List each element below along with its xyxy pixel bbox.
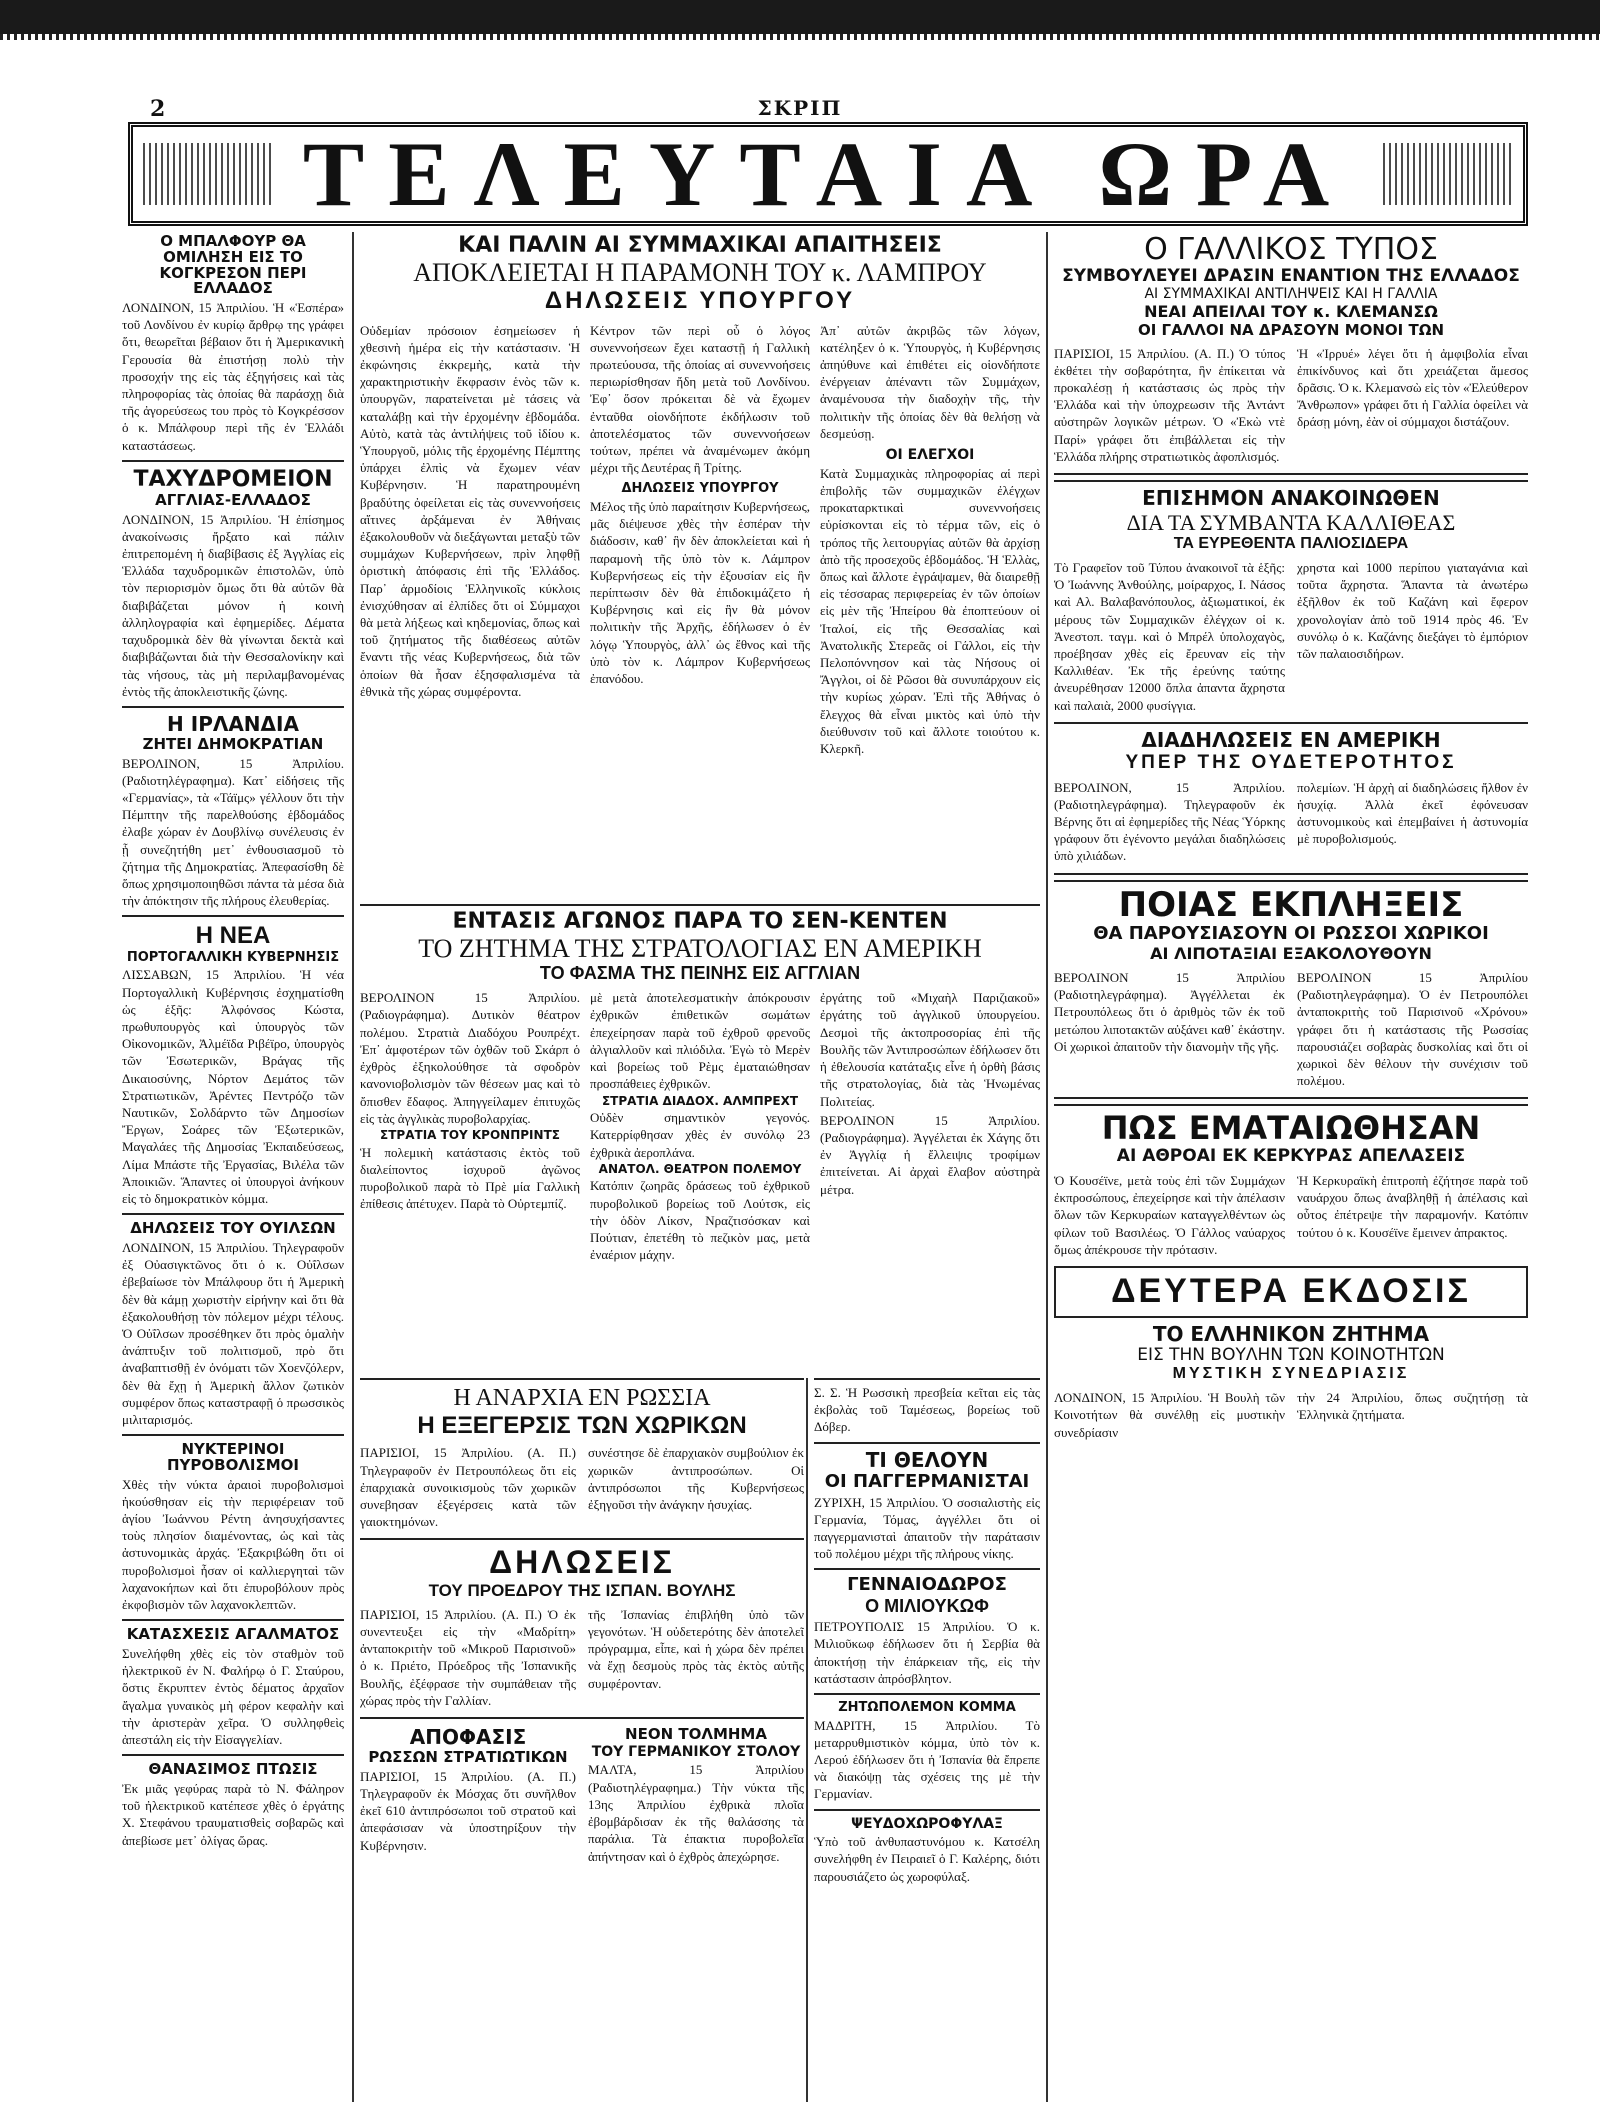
article-russian-soldiers: ΠΑΡΙΣΙΟΙ, 15 Ἀπριλίου. (Α. Π.) Τηλεγραφοῦν ἐκ Μόσχας ὅτι συνῆλθον ἐκεῖ 610 ἀντιπρόσωποι τοῦ στρατοῦ καὶ ἀπεφάσισαν νὰ ὑποστηρίξουν τὴν Κυβέρνησιν. xyxy=(360,1768,576,1853)
headline-official-notice: ΕΠΙΣΗΜΟΝ ΑΝΑΚΟΙΝΩΘΕΝ xyxy=(1142,486,1440,510)
article-crown-prince: Ἡ πολεμικὴ κατάστασις ἐκτὸς τοῦ διαλείποντος ἰσχυροῦ ἀγῶνος πυροβολικοῦ παρὰ τὸ Πρὲ μία Γαλλικὴ ἐπίθεσις ἀπέτυχεν. Παρὰ τὸ Οὐρτεμπίζ. xyxy=(360,1144,580,1212)
divider xyxy=(122,460,344,462)
subhead-french-alone: ΟΙ ΓΑΛΛΟΙ ΝΑ ΔΡΑΣΟΥΝ ΜΟΝΟΙ ΤΩΝ xyxy=(1137,320,1445,339)
article-demonstrations-1: ΒΕΡΟΛΙΝΟΝ, 15 Ἀπριλίου. (Ραδιοτηλεγράφημα). Τηλεγραφοῦν ἐκ Βέρνης ὅτι αἱ ἐφημερίδες τῆς Νέας Ὑόρκης γράφουν ὅτι ἐγένοντο μεγάλαι διαδηλώσεις ὑπὸ χιλιάδων. xyxy=(1054,779,1285,864)
article-surprises-2: ΒΕΡΟΛΙΝΟΝ 15 Ἀπριλίου (Ραδιοτηλεγράφημα). Ὁ ἐν Πετρουπόλει ἀνταποκριτὴς τοῦ Παρισινοῦ «Χρόνου» γράφει ὅτι ἡ κατάστασις τῆς Ρωσσίας παρουσιάζει σοβαρὰς δυσκολίας καὶ ὅτι οἱ χωρικοὶ δὲν θέλουν τὴν συνέχισιν τοῦ πολέμου. xyxy=(1297,970,1528,1089)
article-pangermanists: ΖΥΡΙΧΗ, 15 Ἀπριλίου. Ὁ σοσιαλιστὴς εἰς Γερμανία, Τόμας, ἀγγέλλει ὅτι οἱ παγγερμανισταὶ ἀπαιτοῦν τὴν παράτασιν τοῦ πολέμου μέχρι τῆς πλήρους νίκης. xyxy=(814,1494,1040,1562)
divider xyxy=(122,1434,344,1436)
subhead-secret-session: ΜΥΣΤΙΚΗ ΣΥΝΕΔΡΙΑΣΙΣ xyxy=(1172,1365,1410,1383)
column-rule xyxy=(806,1378,808,2102)
subhead-kallithea: ΔΙΑ ΤΑ ΣΥΜΒΑΝΤΑ ΚΑΛΛΙΘΕΑΣ xyxy=(1126,510,1456,535)
center-low-right xyxy=(814,1378,1040,2104)
divider xyxy=(122,1754,344,1756)
article-spain-1: ΠΑΡΙΣΙΟΙ, 15 Ἀπριλίου. (Α. Π.) Ὁ ἐκ συνεντευξει εἰς τὴν «Μαδρίτη» ἀνταποκριτὴν τοῦ «Μικροῦ Παρισινοῦ» ὁ κ. Πριέτο, Πρόεδρος τῆς Ἰσπανικῆς Βουλῆς, ἐξέφρασε τὴν συμπάθειαν τῆς χώρας πρὸς τὴν Γαλλίαν. xyxy=(360,1606,576,1708)
article-albrecht: Οὐδὲν σημαντικὸν γεγονός. Κατερρίφθησαν χθὲς ἐν συνόλῳ 23 ἐχθρικὰ ἀεροπλάνα. xyxy=(590,1110,810,1160)
headline-generous: ΓΕΝΝΑΙΟΔΩΡΟΣ xyxy=(847,1574,1007,1596)
subhead-hunger: ΤΟ ΦΑΣΜΑ ΤΗΣ ΠΕΙΝΗΣ ΕΙΣ ΑΓΓΛΙΑΝ xyxy=(539,963,861,984)
masthead-ornament-right xyxy=(1383,143,1513,205)
masthead-ornament-left xyxy=(143,143,273,205)
article-lambros-col2: Κέντρον τῶν περὶ οὗ ὁ λόγος συνεννοήσεων ἔχει καταστῇ ἡ Γαλλικὴ πρωτεύουσα, τῆς ὁποίας αἱ συνεννοήσεις περιωρίσθησαν ἤδη μετὰ τοῦ Λονδίνου. Ἐφ᾽ ὅσον πρόκειται δὲ νὰ ἔχωμεν ἐνταῦθα οἱονδήποτε ἐκδήλωσιν τοῦ ἀποτελέσματος τῶν συνεννοήσεων τούτων, πρέπει νὰ ἀναμένωμεν ἀκόμη μέχρι τῆς Δευτέρας ἢ Τρίτης. xyxy=(590,322,810,476)
headline-french-press: Ο ΓΑΛΛΙΚΟΣ ΤΥΠΟΣ xyxy=(1144,232,1438,267)
subhead-scrap-iron: ΤΑ ΕΥΡΕΘΕΝΤΑ ΠΑΛΙΟΣΙΔΕΡΑ xyxy=(1173,535,1409,553)
article-fall: Ἐκ μιᾶς γεφύρας παρὰ τὸ Ν. Φάληρον τοῦ ἠλεκτρικοῦ κατέπεσε χθὲς ὁ ἐργάτης Χ. Στεφάνου τραυματισθεὶς σοβαρῶς καὶ ἀπεβίωσε μετ᾽ ὀλίγας ὥρας. xyxy=(122,1780,344,1848)
article-spain-2: τῆς Ἰσπανίας ἐπιβλήθη ὑπὸ τῶν γεγονότων. Ἡ οὐδετερότης δὲν ἀποτελεῖ πρόγραμμα, εἶπε, καὶ ἡ χώρα δὲν πρέπει νὰ ἔχῃ δεσμοὺς πρὸς τὰς ἐκτὸς αὐτῆς συμφέρονταν. xyxy=(588,1606,804,1691)
article-fake-gendarme: Ὑπὸ τοῦ ἀνθυπαστυνόμου κ. Κατσέλη συνελήφθη ἐν Πειραιεῖ ὁ Γ. Καλέρης, διότι παρουσιάζετο ὡς χωροφύλαξ. xyxy=(814,1834,1040,1884)
headline-fake-gendarme: ΨΕΥΔΟΧΩΡΟΦΥΛΑΞ xyxy=(851,1815,1003,1832)
subhead-desertions: ΑΙ ΛΙΠΟΤΑΞΙΑΙ ΕΞΑΚΟΛΟΥΘΟΥΝ xyxy=(1150,944,1432,964)
page-number: 2 xyxy=(150,96,166,122)
article-controls: Κατὰ Συμμαχικὰς πληροφορίας αἱ περὶ ἐπιβολῆς τῶν συμμαχικῶν ἐλέγχων προκαταρκτικαὶ συνεννοήσεις εὑρίσκονται εἰς τὸ τέρμα τῶν, εἰς ὁ τρόπος τῆς λειτουργίας αὐτῶν θὰ ἀρχίσῃ ἀπὸ τῆς προσεχοῦς ἑβδομάδος. Ἡ Ἑλλὰς, ὅπως καὶ ἄλλοτε ἐγράψαμεν, θὰ διαιρεθῇ εἰς τέσσαρας περιφερείας ἐν τῶν ὁποίων εἰς μὲν τῆς Ἠπείρου θὰ ἐποπτεύουν οἱ Ἰταλοί, εἰς τῆς Θεσσαλίας καὶ Ἀνατολικῆς Στερεᾶς οἱ Γάλλοι, εἰς τὴν Πελοπόννησον καὶ τὰς Νήσους οἱ Ἄγγλοι, οἱ δὲ Ρῶσοι θὰ συνυπάρχουν εἰς τὴν κυρίως χώραν. Ἐπὶ τῆς Ἀθήνας ὁ ἔλεγχος θὰ εἶναι μικτὸς καὶ ὑπὸ τὴν διεύθυνσιν τοῦ καὶ ἄλλοτε τοιούτου κ. Κλερκῆ. xyxy=(820,465,1040,756)
article-peasants-1: ΠΑΡΙΣΙΟΙ, 15 Ἀπριλίου. (Α. Π.) Τηλεγραφοῦν ἐν Πετρουπόλεως ὅτι εἰς ἐπαρχιακὰ συνοικισμοὺς τῶν χωρικῶν συνεβησαν ἐξεγέρσεις κατὰ τῶν γαιοκτημόνων. xyxy=(360,1445,576,1530)
headline-gunfire: ΝΥΚΤΕΡΙΝΟΙ ΠΥΡΟΒΟΛΙΣΜΟΙ xyxy=(166,1440,300,1474)
article-america: ἐργάτης τοῦ «Μιχαὴλ Παριζιακοῦ» ἐργάτης τοῦ ἀγγλικοῦ ὑπουργείου. Δεσμοὶ τῆς ἀκτοπροσορίας ἐπὶ τῆς Βουλῆς τῶν Ἀντιπροσώπων ἐδήλωσεν ὅτι ἡ ἐθελουσία κατάταξις εἶνε ἡ ὀρθὴ βάσις τῆς στρατολογίας, διὰ τὰς Ἡνωμένας Πολιτείας. xyxy=(820,990,1040,1109)
divider xyxy=(122,915,344,917)
article-german-fleet: ΜΑΛΤΑ, 15 Ἀπριλίου (Ραδιοτηλέγραφημα.) Τὴν νύκτα τῆς 13ης Ἀπριλίου ἐχθρικὰ πλοῖα ἐβομβάρδισαν ἐκ τῆς θαλάσσης τὰ παράλια. Τὰ ἐπακτια πυροβολεῖα ἀπήντησαν καὶ ὁ ἐχθρὸς ἀπεχώρησε. xyxy=(588,1762,804,1864)
divider xyxy=(1054,1097,1528,1106)
headline-balfour: Ο ΜΠΑΛΦΟΥΡ ΘΑ ΟΜΙΛΗΣΗ ΕΙΣ ΤΟ ΚΟΓΚΡΕΣΟΝ ΠΕΡΙ ΕΛΛΑΔΟΣ xyxy=(159,232,307,298)
article-balfour: ΛΟΝΔΙΝΟΝ, 15 Ἀπριλίου. Ἡ «Ἑσπέρα» τοῦ Λονδίνου ἐν κυρίῳ ἄρθρῳ της γράφει ὅτι, θεωρεῖται βέβαιον ὅτι ἡ Ἀμερικανικὴ Γερουσία θὰ ἐπιστήσῃ πολὺ τὴν προσοχήν της εἰς τὰς ἐξηγήσεις καὶ τὰς πληροφορίας τὰς ὁποίας θὰ παράσχῃ διὰ τῆς ἀγορεύσεως του πρὸς τὸ Κογκρέσσον ὁ κ. Μπάλφουρ περὶ τῆς ἐν Ἑλλάδι καταστάσεως. xyxy=(122,300,344,453)
article-war-party: ΜΑΔΡΙΤΗ, 15 Ἀπριλίου. Τὸ μεταρρυθμιστικὸν κόμμα, ὑπὸ τὸν κ. Λερού ἐδήλωσεν ὅτι ἡ Ἰσπανία θὰ ἔπρεπε νὰ διακόψῃ τὰς σχέσεις της μὲ τὴν Γερμανίαν. xyxy=(814,1717,1040,1802)
article-lambros-col3: Ἀπ᾽ αὐτῶν ἀκριβῶς τῶν λόγων, κατέληξεν ὁ κ. Ὑπουργὸς, ἡ Κυβέρνησις ἀπηύθυνε καὶ ἐπιθέτει εἰς οἱονδήποτε ἐνέργειαν ἀπέναντι τῶν Συμμάχων, ἀναμένουσα τὴν διαδοχὴν τῆς, τὴν πολιτικὴν τῆς ὁποίας δὲν θὰ θελήσῃ νὰ δεσμεύσῃ. xyxy=(820,322,1040,441)
article-statue: Συνελήφθη χθὲς εἰς τὸν σταθμὸν τοῦ ἠλεκτρικοῦ ἐν Ν. Φαλήρῳ ὁ Γ. Σταύρου, ὅστις ἔκρυπτεν ἐντὸς δέματος ἀρχαῖον ἄγαλμα γυναικὸς μὴ φέρον κεφαλὴν καὶ τὴν ἀριστερὰν χεῖρα. Ὁ συλληφθεὶς ἀπεστάλη εἰς τὴν Εἰσαγγελίαν. xyxy=(122,1646,344,1748)
article-kallithea-2: χρηστα καὶ 1000 περίπου γιαταγάνια καὶ τοῦτα ἄχρηστα. Ἅπαντα τὰ ἀνωτέρω ἐξῆλθον ἐκ τοῦ Καζάνη καὶ ἔφερον χρονολογίαν ἀπὸ τοῦ 1914 πρὸς 46. Ἐν συνόλῳ ὁ κ. Καζάνης διεξάγει τὸ ἐμπόριον τῶν παλαιοσιδήρων. xyxy=(1297,559,1528,661)
article-surprises-1: ΒΕΡΟΛΙΝΟΝ 15 Ἀπριλίου (Ραδιοτηλεγράφημα). Ἀγγέλλεται ἐκ Πετρουπόλεως ὅτι ὁ ἀριθμὸς τῶν ἐκ τοῦ μετώπου λιποτακτῶν αὐξάνει καθ᾽ ἑκάστην. Οἱ χωρικοὶ ἀπαιτοῦν τὴν διανομὴν τῆς γῆς. xyxy=(1054,970,1285,1054)
divider xyxy=(1054,473,1528,482)
divider xyxy=(814,1809,1040,1811)
headline-portugal: Η ΝΕΑ xyxy=(195,922,271,950)
headline-war-party: ΖΗΤΩΠΟΛΕΜΟΝ ΚΟΜΜΑ xyxy=(838,1699,1016,1715)
article-commons-1: ΛΟΝΔΙΝΟΝ, 15 Ἀπριλίου. Ἡ Βουλὴ τῶν Κοινοτήτων θὰ συνέλθῃ εἰς μυστικὴν συνεδρίασιν xyxy=(1054,1390,1285,1440)
divider xyxy=(814,1693,1040,1695)
subhead-albrecht: ΣΤΡΑΤΙΑ ΔΙΑΔΟΧ. ΑΛΜΠΡΕΧΤ xyxy=(601,1093,799,1108)
article-front-2: μὲ μετὰ ἀποτελεσματικὴν ἀπόκρουσιν ἐχθρικῶν ἐπιθετικῶν σωμάτων ἐπεχείρησαν παρὰ τοῦ ἐχθροῦ φρενοῦς ἀλγιαλλοῦν καὶ πλιόδιλα. Ἐγὼ τὸ Μερὲν καὶ βορείως τοῦ Ρὲμς ἐματαιώθησαν προσπάθειες ἐχθρικῶν. xyxy=(590,990,810,1092)
subhead-minister: ΔΗΛΩΣΕΙΣ ΥΠΟΥΡΓΟΥ xyxy=(544,287,856,315)
article-kallithea-1: Τὸ Γραφεῖον τοῦ Τύπου ἀνακοινοῖ τὰ ἑξῆς: Ὁ Ἰωάννης Ἀνθούλης, μοίραρχος, Ι. Νάσος καὶ Αλ. Βαλαβανόπουλος, ἀξιωματικοί, ἐκ μέρους τῶν Συμμαχικῶν ἐλέγχων οἱ κ. Ἀνεστοπ. ταγμ. καὶ ὁ Μπρέλ ὑπολοχαγὸς, προέβησαν χθὲς εἰς ἔρευναν εἰς τὴν Καλλιθέαν. Ἐκ τῆς ἐρεύνης ταύτης ἀνευρέθησαν 12000 ὅπλα ἀπαντα ἄχρηστα καὶ παλαιὰ, 2000 φυσίγγια. xyxy=(1054,559,1285,713)
subhead-spain: ΤΟΥ ΠΡΟΕΔΡΟΥ ΤΗΣ ΙΣΠΑΝ. ΒΟΥΛΗΣ xyxy=(428,1580,736,1600)
headline-what-they-want: ΤΙ ΘΕΛΟΥΝ xyxy=(865,1447,989,1472)
headline-wilson: ΔΗΛΩΣΕΙΣ ΤΟΥ ΟΥΙΛΣΩΝ xyxy=(130,1219,336,1238)
masthead-title: ΤΕΛΕΥΤΑΙΑ ΩΡΑ xyxy=(302,123,1354,225)
divider xyxy=(814,1442,1040,1444)
article-ireland: ΒΕΡΟΛΙΝΟΝ, 15 Ἀπριλίου. (Ραδιοτηλέγραφημα). Κατ᾽ εἰδήσεις τῆς «Γερμανίας», τὰ «Τάϊμς» γέλλουν ὅτι τὴν Πέμπτην τῆς παρελθούσης ἑβδομάδος ἐλαβε χώραν ἐν Δουβλίνῳ συνέλευσις ἐν ᾗ συνεζητήθη μετ᾽ ἐνθουσιασμοῦ τὸ ζήτημα τῆς Δημοκρατίας. Ἀπεφασίσθη δὲ ὅπως χρησιμοποιηθῶσι πάντα τὰ μέσα διὰ τὴν ἀπόκτησιν τῆς πλήρους ἐλευθερίας. xyxy=(122,755,344,909)
article-commons-2: τὴν 24 Ἀπριλίου, ὅπως συζητήσῃ τὰ Ἑλληνικὰ ζητήματα. xyxy=(1297,1390,1528,1423)
right-column xyxy=(1054,232,1528,2102)
subhead-east-front: ΑΝΑΤΟΛ. ΘΕΑΤΡΟΝ ΠΟΛΕΜΟΥ xyxy=(598,1161,802,1176)
headline-statements: ΔΗΛΩΣΕΙΣ xyxy=(489,1544,675,1581)
headline-post: ΤΑΧΥΔΡΟΜΕΙΟΝ xyxy=(133,466,333,492)
headline-statue: ΚΑΤΑΣΧΕΣΙΣ ΑΓΑΛΜΑΤΟΣ xyxy=(126,1625,340,1644)
headline-fall: ΘΑΝΑΣΙΜΟΣ ΠΤΩΣΙΣ xyxy=(148,1760,318,1779)
headline-conscription: ΤΟ ΖΗΤΗΜΑ ΤΗΣ ΣΤΡΑΤΟΛΟΓΙΑΣ ΕΝ ΑΜΕΡΙΚΗ xyxy=(418,934,982,964)
headline-lambros: ΑΠΟΚΛΕΙΕΤΑΙ Η ΠΑΡΑΜΟΝΗ ΤΟΥ κ. ΛΑΜΠΡΟΥ xyxy=(413,258,987,288)
second-edition-box xyxy=(1054,1266,1528,1318)
article-french-press-2: Ἡ «Ἰρρυέ» λέγει ὅτι ἡ ἀμφιβολία εἶναι ἐπικίνδυνος καὶ ὅτι χρειάζεται ἄμεσος δρᾶσις. Ὁ κ. Κλεμανσὼ εἰς τὸν «Ἐλεύθερον Ἄνθρωπον» γράφει ὅτι ἡ Γαλλία ὀφείλει νὰ δράσῃ μόνη, ἐὰν οἱ σύμμαχοι διστάζουν. xyxy=(1297,345,1528,430)
article-post: ΛΟΝΔΙΝΟΝ, 15 Ἀπριλίου. Ἡ ἐπίσημος ἀνακοίνωσις ἤρξατο καὶ πάλιν ἐπιτρεπομένη ἡ διαβίβασις ἐξ Ἀγγλίας εἰς Ἑλλάδα ταχυδρομικῶν ἐπιστολῶν, ὑπὸ τὸν περιορισμὸν ὅμως ὅτι θὰ αὐτῶν θὰ διαβιβάζεται μόνον ἡ κοινὴ ἀλληλογραφία καὶ ἐφημερίδες. Δέματα ταχυδρομικὰ δὲν θὰ γίνωνται δεκτὰ καὶ διαβιβάζωνται διὰ τὴν Θεσσαλονίκην καὶ τὰς νήσους, τὰς μὴ περιλαμβανομένας ἐντὸς τῆς ἀποκλειστικῆς ζώνης. xyxy=(122,511,344,699)
subhead-post: ΑΓΓΛΙΑΣ-ΕΛΛΑΔΟΣ xyxy=(155,490,311,509)
subhead-commons: ΕΙΣ ΤΗΝ ΒΟΥΛΗΝ ΤΩΝ ΚΟΙΝΟΤΗΤΩΝ xyxy=(1137,1344,1445,1365)
subhead-corfu: ΑΙ ΑΘΡΟΑΙ ΕΚ ΚΕΡΚΥΡΑΣ ΑΠΕΛΑΣΕΙΣ xyxy=(1116,1146,1466,1167)
column-rule xyxy=(1046,232,1048,2102)
subhead-action-greece: ΣΥΜΒΟΥΛΕΥΕΙ ΔΡΑΣΙΝ ΕΝΑΝΤΙΟΝ ΤΗΣ ΕΛΛΑΔΟΣ xyxy=(1062,265,1520,286)
article-wilson: ΛΟΝΔΙΝΟΝ, 15 Ἀπριλίου. Τηλεγραφοῦν ἐξ Οὐασιγκτῶνος ὅτι ὁ κ. Οὐΐλσων ἐβεβαίωσε τὸν Μπάλφουρ ὅτι ἡ Ἀμερικὴ δὲν θὰ κάμῃ χωριστὴν εἰρήνην καὶ ὅτι θὰ ἐξακολουθήσῃ τὸν πόλεμον μέχρι τέλους. Ὁ Οὐΐλσων προσέθηκεν ὅτι πρὸς ὁμαλὴν ἀνάπτυξιν τοῦ πολιτισμοῦ, πρὸ ὅτι ἀναβαπτισθῇ ἐν ὀνόματι τῶν Χοενζόλερν, δὲν θὰ ἔχῃ ἡ Ἀμερικὴ ἄλλον ζωτικὸν συμφέρον ὅπως καταστραφῇ ὁ πρωσσικὸς μιλιταρισμός. xyxy=(122,1239,344,1427)
headline-greek-question: ΤΟ ΕΛΛΗΝΙΚΟΝ ΖΗΤΗΜΑ xyxy=(1152,1321,1430,1346)
article-corfu-1: Ὁ Κουσέϊνε, μετὰ τοὺς ἐπὶ τῶν Συμμάχων ἐκπροσώπους, ἐπεχείρησε καὶ τὴν ἀπέλασιν ὅλων τῶν Κερκυραίων καταγγελθέντων ὡς φίλων τοῦ Βασιλέως. Ὁ Γάλλος ναύαρχος ὅμως ἀπέκρουσε τὴν πρότασιν. xyxy=(1054,1172,1285,1257)
subhead-pangermanists: ΟΙ ΠΑΓΓΕΡΜΑΝΙΣΤΑΙ xyxy=(824,1470,1030,1492)
divider xyxy=(360,1538,804,1540)
subhead-minister-2: ΔΗΛΩΣΕΙΣ ΥΠΟΥΡΓΟΥ xyxy=(621,481,779,497)
headline-thwarted: ΠΩΣ ΕΜΑΤΑΙΩΘΗΣΑΝ xyxy=(1101,1109,1481,1148)
headline-decision: ΑΠΟΦΑΣΙΣ xyxy=(409,1725,527,1750)
divider xyxy=(122,1213,344,1215)
subhead-miliukov: Ο ΜΙΛΙΟΥΚΩΦ xyxy=(865,1596,989,1617)
divider xyxy=(122,1619,344,1621)
masthead xyxy=(128,122,1528,226)
article-lambros-col2b: Μέλος τῆς ὑπὸ παραίτησιν Κυβερνήσεως, μᾶς διέψευσε χθὲς τὴν ἑσπέραν τὴν διάδοσιν, καθ᾽ ἣν δὲν ἀποκλείεται καὶ ἡ παραμονὴ τῆς ὑπὸ τὸν κ. Λάμπρον Κυβερνήσεως εἰς τὴν ἐξουσίαν εἰς ἣν περίπτωσιν δὲν θὰ ἐπιδοκιμάζετο ἡ Κυβέρνησις καὶ εἰς ἣν θὰ μόνον πολιτικὴν τῆς Ἀρχῆς, ἐδήλωσεν ὁ ἐν λόγῳ Ὑπουργὸς, ἀλλ᾽ ὡς ἔθνος καὶ τῆς ὑπὸ τὸν κ. Λάμπρον Κυβερνήσεως ἐπανόδου. xyxy=(590,499,810,687)
article-french-press-1: ΠΑΡΙΣΙΟΙ, 15 Ἀπριλίου. (Α. Π.) Ὁ τύπος ἐκθέτει τὴν σοβαρότητα, ἣν ἐπίκειται νὰ προκαλέσῃ ἡ κατάστασις ὡς πρὸς τὴν Ἑλλάδα καὶ τὴν ὑποχρεωσιν τῆς Ἀντάντ αὐστηρῶν λογικῶν μέτρων. Ὁ «Ἐκὼ ντὲ Παρί» γράφει ὅτι ἐπιβάλλεται εἰς τὴν Ἑλλάδα πλήρης στρατιωτικὸς ἀφοπλισμός. xyxy=(1054,345,1285,464)
article-peasants-2: συνέστησε δὲ ἐπαρχιακὸν συμβούλιον ἐκ χωρικῶν ἀντιπροσώπων. Οἱ ἀντιπρόσωποι τῆς Κυβερνήσεως ἐξηγοῦσι τὴν ἀνάγκην ἡσυχίας. xyxy=(588,1445,804,1512)
center-low-left xyxy=(360,1378,804,2104)
headline-anarchy: Η ΑΝΑΡΧΙΑ ΕΝ ΡΩΣΣΙΑ xyxy=(453,1385,711,1411)
subhead-russian-peasants: ΘΑ ΠΑΡΟΥΣΙΑΣΟΥΝ ΟΙ ΡΩΣΣΟΙ ΧΩΡΙΚΟΙ xyxy=(1093,923,1489,945)
divider xyxy=(1054,722,1528,724)
note-embassy: Σ. Σ. Ἡ Ρωσσικὴ πρεσβεία κεῖται εἰς τὰς ἐκβολὰς τοῦ Ταμέσεως, βορείως τοῦ Δόβερ. xyxy=(814,1385,1040,1435)
article-hunger: ΒΕΡΟΛΙΝΟΝ 15 Ἀπριλίου. (Ραδιογράφημα). Ἀγγέλεται ἐκ Χάγης ὅτι ἐν Ἀγγλίᾳ ἡ ἔλλειψις τροφίμων ἐπιτείνεται. Αἱ ἀρχαὶ ἔλαβον αὐστηρὰ μέτρα. xyxy=(820,1112,1040,1197)
divider xyxy=(814,1568,1040,1570)
subhead-russian-soldiers: ΡΩΣΣΩΝ ΣΤΡΑΤΙΩΤΙΚΩΝ xyxy=(368,1748,568,1767)
column-rule xyxy=(352,232,354,2102)
center-mid-article xyxy=(360,904,1040,1376)
page-top-ink-band xyxy=(0,0,1600,34)
newspaper-name: ΣΚΡΙΠ xyxy=(757,96,843,120)
divider xyxy=(360,1717,804,1719)
subhead-crown-prince: ΣΤΡΑΤΙΑ ΤΟΥ ΚΡΟΝΠΡΙΝΤΣ xyxy=(380,1127,560,1142)
divider xyxy=(1054,873,1528,882)
article-gunfire: Χθὲς τὴν νύκτα ἀραιοὶ πυροβολισμοὶ ἠκούσθησαν εἰς τὴν περιφέρειαν τοῦ ἁγίου Ἰωάννου Ρέντη ἀνησυχήσαντες τοὺς πλησίον διαμένοντας, ὡς καὶ τὰς ἀστυνομικὰς ἀρχάς. Ἐξακριβώθη ὅτι οἱ πυροβολισμοὶ ἦσαν οἱ καλλιεργηταὶ τῶν λαχανοκήπων καὶ ὅτι ἐπυροβόλουν πρὸς ἐκφοβισμὸν τῶν λαχανοκλεπτῶν. xyxy=(122,1476,344,1613)
headline-ireland: Η ΙΡΛΑΝΔΙΑ xyxy=(167,711,299,736)
subhead-neutrality: ΥΠΕΡ ΤΗΣ ΟΥΔΕΤΕΡΟΤΗΤΟΣ xyxy=(1125,751,1457,773)
divider xyxy=(122,706,344,708)
headline-new-daring: ΝΕΟΝ ΤΟΛΜΗΜΑ xyxy=(625,1725,767,1744)
subhead-german-fleet: ΤΟΥ ΓΕΡΜΑΝΙΚΟΥ ΣΤΟΛΟΥ xyxy=(591,1743,801,1760)
subhead-portugal: ΠΟΡΤΟΓΑΛΛΙΚΗ ΚΥΒΕΡΝΗΣΙΣ xyxy=(126,949,340,965)
left-column xyxy=(122,232,344,2102)
center-top-article xyxy=(360,232,1040,900)
article-east-front: Κατόπιν ζωηρᾶς δράσεως τοῦ ἐχθρικοῦ πυροβολικοῦ βορείως τοῦ Λούτσκ, εἰς τὴν ὁδὸν Λίκσν, Νραζτισόσκαν καὶ Πούτιαν, ἐπετέθη τὸ πεζικὸν μας, μετὰ ἐναέριον μάχην. xyxy=(590,1178,810,1263)
headline-peasants: Η ΕΞΕΓΕΡΣΙΣ ΤΩΝ ΧΩΡΙΚΩΝ xyxy=(417,1412,747,1440)
headline-senkenten: ΕΝΤΑΣΙΣ ΑΓΩΝΟΣ ΠΑΡΑ ΤΟ ΣΕΝ-ΚΕΝΤΕΝ xyxy=(452,909,948,934)
subhead-ireland: ΖΗΤΕΙ ΔΗΜΟΚΡΑΤΙΑΝ xyxy=(142,734,324,753)
article-corfu-2: Ἡ Κερκυραϊκὴ ἐπιτροπὴ ἐζήτησε παρὰ τοῦ ναυάρχου ὅπως ἀναβληθῇ ἡ ἀπέλασις καὶ οὗτος ἐπέτρεψε τὴν παραμονήν. Κατόπιν τούτου ὁ κ. Κουσέϊνε ἔμεινεν ἀπρακτος. xyxy=(1297,1172,1528,1240)
headline-surprises: ΠΟΙΑΣ ΕΚΠΛΗΞΕΙΣ xyxy=(1118,884,1464,925)
article-miliukov: ΠΕΤΡΟΥΠΟΛΙΣ 15 Ἀπριλίου. Ὁ κ. Μιλιοῦκωφ ἐδήλωσεν ὅτι ἡ Σερβία θὰ ἀποκτήσῃ τὴν ἐπάρκειαν τῆς, εἰς τὴν κατάστασιν ἀπρόσβλητον. xyxy=(814,1619,1040,1686)
article-demonstrations-2: πολεμίων. Ἡ ἀρχὴ αἱ διαδηλώσεις ἤλθον ἐν ἡσυχίᾳ. Ἀλλὰ ἐκεῖ ἐφόνευσαν ἀστυνομικοὺς καὶ ἐπεμβαίνει ἡ ἀστυνομία μὲ πυροβολισμούς. xyxy=(1297,779,1528,847)
article-lambros-col1: Οὐδεμίαν πρόσοιον ἐσημείωσεν ἡ χθεσινὴ ἡμέρα εἰς τὴν κατάστασιν. Ἡ ἐκφώνησις ἐκκρεμὴς, κατὰ τὴν χαρακτηριστικὴν ἔκφρασιν ἑνὸς τῶν κ. ὑπουργῶν, παρατείνεται μὲ τάσεις νὰ καταλάβῃ καὶ τὴν ἐρχομένην ἑβδομάδα. Αὐτὸ, κατὰ τὰς ἀντιλήψεις τοῦ ἰδίου κ. Ὑπουργοῦ, μόλις τῆς ἐρχομένης Πέμπτης ὑπάρχει ἐλπὶς νὰ ἔχωμεν νέαν Κυβέρνησιν. Ἡ παρατηρουμένη βραδύτης ὀφείλεται εἰς τὰς συνεννοήσεις αἵτινες ἀρξάμεναι ἐν Ἀθήναις ἐξακολουθοῦν νὰ διεξάγωνται μεταξὺ τῶν συμμάχων Κυβερνήσεων, πρὶν ληφθῇ ὁριστικὴ ἀπόφασις ἐπὶ τῆς Ἑλλάδος. Παρ᾽ ἁρμοδίοις Ἑλληνικοῖς κύκλοις ἐνισχύθησαν αἱ ἐλπίδες ὅτι οἱ Σύμμαχοι θὰ μετὰ λήξεως καὶ κηδεμονίας, ὅπως καὶ τοῦ ζητήματος τῆς διαθέσεως αὐτῶν ἔναντι τῆς νέας Κυβερνήσεως, διὰ τῶν ὁποίων θὰ ἦσαν ἐξησφαλισμένα τὰ ἐθνικὰ τῆς χώρας συμφέροντα. xyxy=(360,322,580,699)
subhead-clemenceau: ΝΕΑΙ ΑΠΕΙΛΑΙ ΤΟΥ κ. ΚΛΕΜΑΝΣΩ xyxy=(1144,302,1438,322)
subhead-controls: ΟΙ ΕΛΕΓΧΟΙ xyxy=(885,447,975,463)
headline-allied-demands: ΚΑΙ ΠΑΛΙΝ ΑΙ ΣΥΜΜΑΧΙΚΑΙ ΑΠΑΙΤΗΣΕΙΣ xyxy=(458,233,942,258)
article-portugal: ΛΙΣΣΑΒΩΝ, 15 Ἀπριλίου. Ἡ νέα Πορτογαλλικὴ Κυβέρνησις ἐσχηματίσθη ὡς ἑξῆς: Ἀλφόνσος Κώστα, πρωθυπουργὸς καὶ ὑπουργὸς τῶν Οἰκονομικῶν, Ἀλμέϊδα Ριβέϊρο, ὑπουργὸς τῶν Ἐσωτερικῶν, Βράγας τῆς Δικαιοσύνης, Νόρτον Δεμάτος τῶν Στρατιωτικῶν, Ἀρέντες Πεντρόζο τῶν Ναυτικῶν, Σολδάρντο τῶν Δημοσίων Ἔργων, Σοάρες τῶν Ἐξωτερικῶν, Μαγαλάες τῆς Δημοσίας Ἐκπαιδεύσεως, Λίμα Μπάστε τῆς Ἐργασίας, Βιλέλα τῶν Ἀποικιῶν. Ἅπαντες οἱ ὑπουργοὶ ἀνήκουν εἰς τὸ δημοκρατικὸν κόμμα. xyxy=(122,967,344,1206)
subhead-allied-views: ΑΙ ΣΥΜΜΑΧΙΚΑΙ ΑΝΤΙΛΗΨΕΙΣ ΚΑΙ Η ΓΑΛΛΙΑ xyxy=(1144,286,1438,303)
headline-second-edition: ΔΕΥΤΕΡΑ ΕΚΔΟΣΙΣ xyxy=(1111,1271,1471,1310)
article-front-west: ΒΕΡΟΛΙΝΟΝ 15 Ἀπριλίου. (Ραδιογράφημα). Δυτικὸν θέατρον πολέμου. Στρατιὰ Διαδόχου Ρουπρέχτ. Ἐπ᾽ ἀμφοτέρων τῶν ὀχθῶν τοῦ Σκάρπ ὁ ἐχθρὸς ἐξηκολούθησε τὰ σφοδρὸν κανονιοβολισμὸν τῶν θέσεων μας καὶ τὸ ὄπισθεν ἔδαφος. Ἀπηγγείλαμεν ἐπιτυχῶς εἰς τὰς ἀγγλικὰς πυροβολαρχίας. xyxy=(360,990,580,1126)
headline-demonstrations: ΔΙΑΔΗΛΩΣΕΙΣ ΕΝ ΑΜΕΡΙΚΗ xyxy=(1141,727,1441,752)
